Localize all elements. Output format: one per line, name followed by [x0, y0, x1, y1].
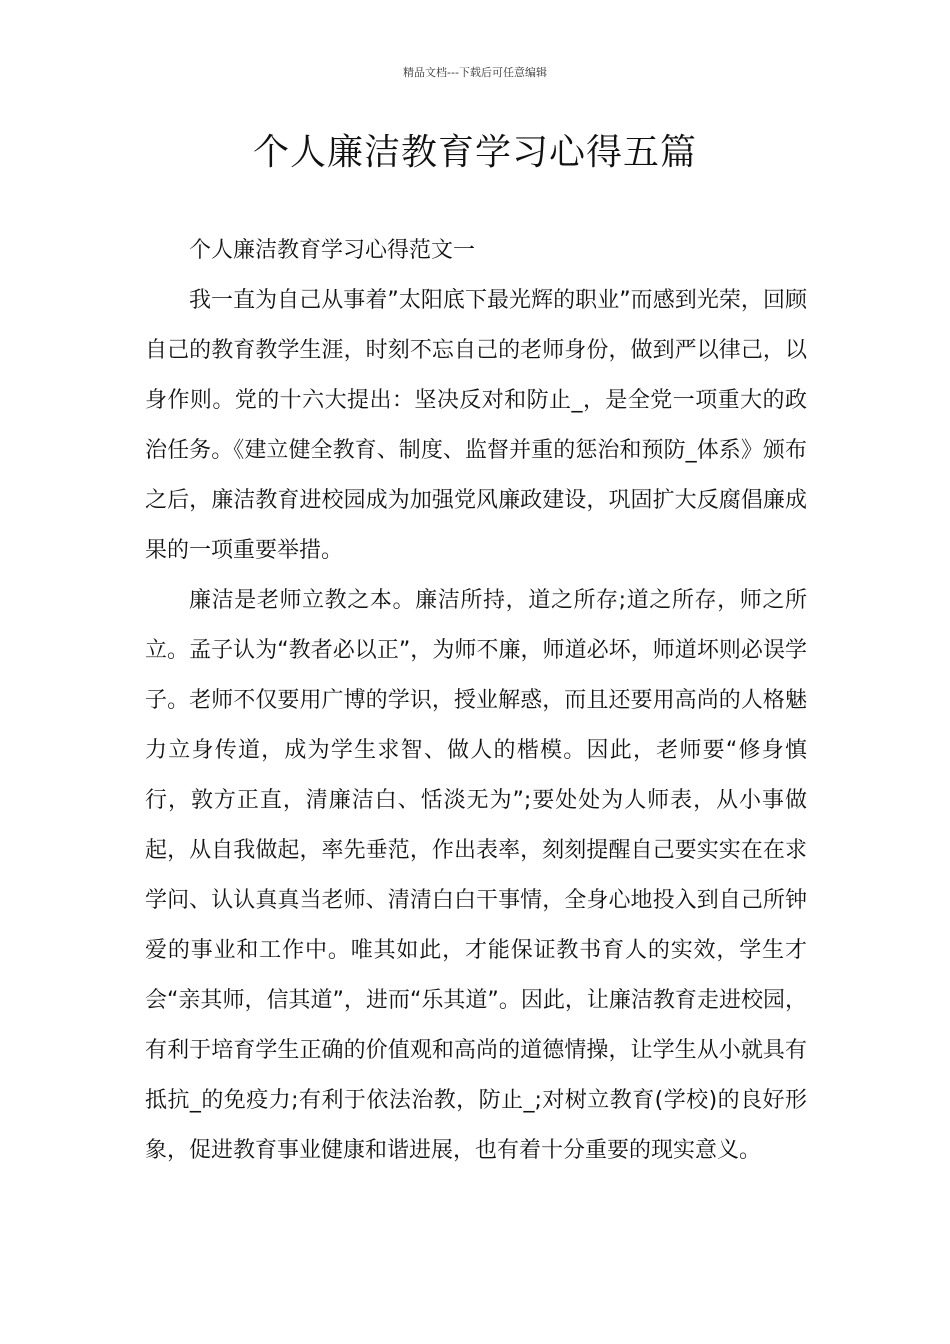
paragraph-2: 廉洁是老师立教之本。廉洁所持，道之所存;道之所存，师之所立。孟子认为“教者必以正”，为师不廉，师道必坏，师道坏则必误学子。老师不仅要用广博的学识，授业解惑，而且还要用高尚的人格魅力立身传道，成为学生求智、做人的楷模。因此，老师要“修身慎行，敦方正直，清廉洁白、恬淡无为”;要处处为人师表，从小事做起，从自我做起，率先垂范，作出表率，刻刻提醒自己要实实在在求学问、认认真真当老师、清清白白干事情，全身心地投入到自己所钟爱的事业和工作中。唯其如此，才能保证教书育人的实效，学生才会“亲其师，信其道”，进而“乐其道”。因此，让廉洁教育走进校园，有利于培育学生正确的价值观和高尚的道德情操，让学生从小就具有抵抗_的免疫力;有利于依法治教，防止_;对树立教育(学校)的良好形象，促进教育事业健康和谐进展，也有着十分重要的现实意义。	[145, 588, 807, 1163]
header-note: 精品文档---下载后可任意编辑	[403, 66, 547, 79]
document-title: 个人廉洁教育学习心得五篇	[252, 132, 697, 173]
document-body	[145, 226, 807, 1176]
paragraph-1: 我一直为自己从事着”太阳底下最光辉的职业”而感到光荣，回顾自己的教育教学生涯，时刻不忘自己的老师身份，做到严以律己，以身作则。党的十六大提出：坚决反对和防止_，是全党一项重大的政治任务。《建立健全教育、制度、监督并重的惩治和预防_体系》颁布之后，廉洁教育进校园成为加强党风廉政建设，巩固扩大反腐倡廉成果的一项重要举措。	[145, 288, 807, 563]
section-subtitle: 个人廉洁教育学习心得范文一	[189, 238, 476, 263]
